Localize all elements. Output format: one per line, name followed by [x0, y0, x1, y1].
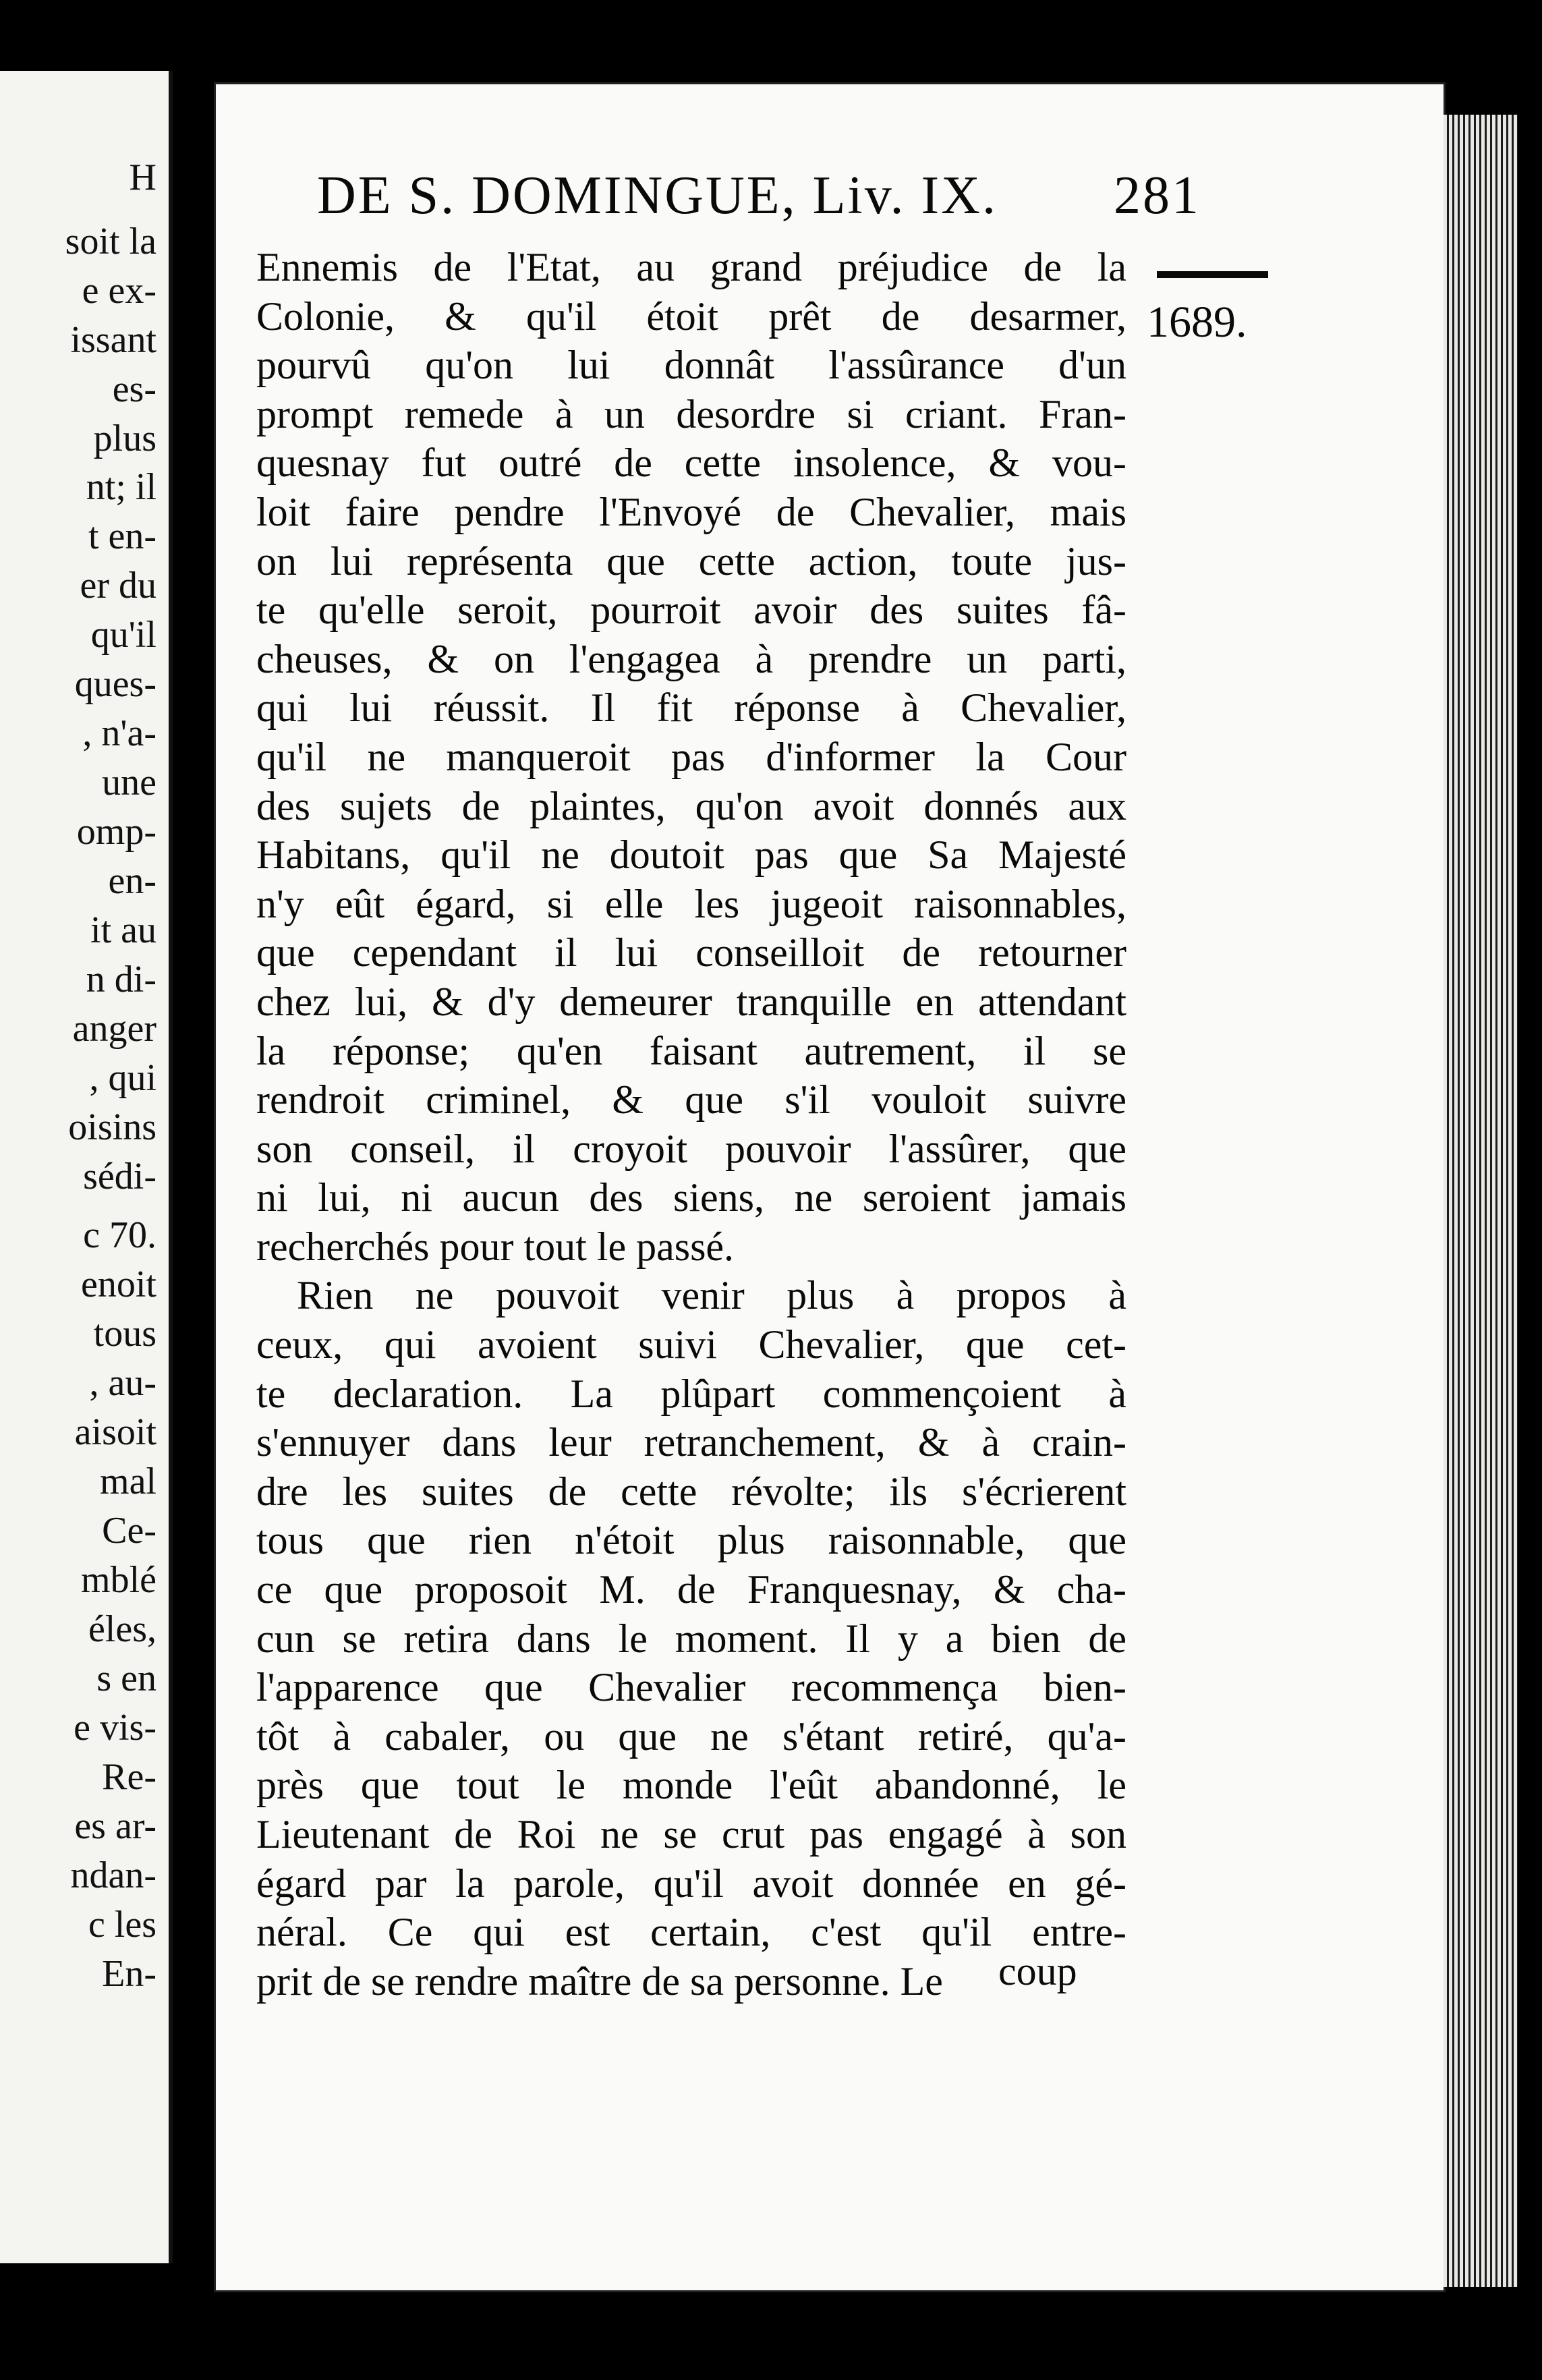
- text-line: prompt remede à un desordre si criant. Fran-: [256, 391, 1126, 436]
- facing-page-fragment: issant: [70, 319, 156, 361]
- text-line: près que tout le monde l'eût abandonné, le: [256, 1763, 1126, 1808]
- facing-page-fragment: it au: [90, 909, 156, 951]
- text-line: recherchés pour tout le passé.: [256, 1224, 735, 1269]
- facing-page-fragment: éles,: [88, 1608, 156, 1650]
- facing-page-fragment: sédi-: [83, 1156, 156, 1197]
- text-line: chez lui, & d'y demeurer tranquille en attendant: [256, 979, 1126, 1024]
- facing-page-fragment: enoit: [81, 1264, 156, 1305]
- facing-page-fragment: s en: [96, 1658, 156, 1699]
- text-line: néral. Ce qui est certain, c'est qu'il entre-: [256, 1910, 1126, 1955]
- text-line: Rien ne pouvoit venir plus à propos à: [297, 1273, 1126, 1318]
- text-line: on lui représenta que cette action, toute jus-: [256, 538, 1126, 584]
- text-line: Colonie, & qu'il étoit prêt de desarmer,: [256, 293, 1126, 339]
- facing-page-fragment: es-: [112, 368, 156, 410]
- facing-page-edge: [0, 71, 173, 2263]
- text-line: n'y eût égard, si elle les jugeoit raisonnables,: [256, 881, 1126, 926]
- facing-page-fragment: mblé: [81, 1559, 156, 1601]
- text-line: loit faire pendre l'Envoyé de Chevalier, mais: [256, 489, 1126, 534]
- facing-page-fragment: e vis-: [74, 1707, 156, 1749]
- text-line: rendroit criminel, & que s'il vouloit suivre: [256, 1077, 1126, 1123]
- facing-page-fragment: ndan-: [70, 1854, 156, 1896]
- text-line: cheuses, & on l'engagea à prendre un parti,: [256, 636, 1126, 681]
- text-line: prit de se rendre maître de sa personne. Le: [256, 1958, 943, 2004]
- text-line: Lieutenant de Roi ne se crut pas engagé à son: [256, 1812, 1126, 1857]
- facing-page-fragment: , au-: [89, 1362, 156, 1404]
- catchword: coup: [998, 1949, 1077, 1993]
- book-fore-edge: [1444, 115, 1518, 2287]
- margin-year: 1689.: [1147, 298, 1247, 347]
- text-line: son conseil, il croyoit pouvoir l'assûrer, que: [256, 1126, 1126, 1171]
- facing-page-fragment: , n'a-: [82, 712, 156, 754]
- facing-page-fragment: mal: [100, 1461, 156, 1502]
- text-line: pourvû qu'on lui donnât l'assûrance d'un: [256, 343, 1126, 388]
- text-line: quesnay fut outré de cette insolence, & vou-: [256, 441, 1126, 486]
- body-text: [256, 243, 1126, 2006]
- text-line: s'ennuyer dans leur retranchement, & à crain-: [256, 1420, 1126, 1465]
- running-head-title: DE S. DOMINGUE, Liv. IX.: [317, 166, 998, 225]
- facing-page-fragment: omp-: [76, 811, 156, 853]
- text-line: te qu'elle seroit, pourroit avoir des suites fâ-: [256, 588, 1126, 633]
- text-line: qu'il ne manqueroit pas d'informer la Cour: [256, 734, 1126, 779]
- facing-page-fragment: H: [129, 157, 156, 198]
- margin-rule: [1157, 271, 1268, 278]
- facing-page-fragment: oisins: [68, 1106, 156, 1148]
- text-line: tôt à cabaler, ou que ne s'étant retiré, qu'a-: [256, 1713, 1126, 1759]
- text-line: qui lui réussit. Il fit réponse à Chevalier,: [256, 685, 1126, 731]
- text-line: ni lui, ni aucun des siens, ne seroient jamais: [256, 1175, 1126, 1220]
- facing-page-fragment: qu'il: [90, 614, 156, 656]
- text-line: Habitans, qu'il ne doutoit pas que Sa Majesté: [256, 832, 1126, 878]
- page-number: 281: [1114, 166, 1201, 225]
- text-line: la réponse; qu'en faisant autrement, il se: [256, 1028, 1126, 1073]
- facing-page-fragment: nt; il: [86, 466, 156, 508]
- facing-page-fragment: En-: [102, 1953, 156, 1995]
- text-line: cun se retira dans le moment. Il y a bien de: [256, 1616, 1126, 1661]
- facing-page-fragment: Re-: [102, 1756, 156, 1798]
- facing-page-fragment: c 70.: [83, 1214, 156, 1256]
- text-line: Ennemis de l'Etat, au grand préjudice de la: [256, 245, 1126, 289]
- facing-page-fragment: ques-: [74, 663, 156, 705]
- facing-page-fragment: en-: [108, 860, 156, 902]
- facing-page-fragment: Ce-: [102, 1510, 156, 1552]
- facing-page-fragment: er du: [80, 565, 156, 606]
- facing-page-fragment: c les: [88, 1904, 156, 1946]
- text-line: que cependant il lui conseilloit de retourner: [256, 930, 1126, 975]
- facing-page-fragment: n di-: [86, 959, 156, 1000]
- text-line: égard par la parole, qu'il avoit donnée en gé-: [256, 1861, 1126, 1906]
- running-head: [317, 165, 1201, 233]
- facing-page-fragment: soit la: [65, 221, 156, 262]
- facing-page-fragment: plus: [93, 418, 156, 459]
- facing-page-fragment: aisoit: [74, 1411, 156, 1453]
- facing-page-fragment: , qui: [89, 1057, 156, 1099]
- text-line: l'apparence que Chevalier recommença bien-: [256, 1665, 1126, 1710]
- facing-page-fragment: une: [102, 762, 156, 803]
- text-line: tous que rien n'étoit plus raisonnable, que: [256, 1518, 1126, 1563]
- text-line: des sujets de plaintes, qu'on avoit donnés aux: [256, 783, 1126, 828]
- facing-page-fragment: anger: [72, 1008, 156, 1050]
- facing-page-fragment: e ex-: [82, 270, 156, 312]
- facing-page-fragment: es ar-: [74, 1805, 156, 1847]
- facing-page-fragment: t en-: [88, 515, 156, 557]
- text-line: ce que proposoit M. de Franquesnay, & cha-: [256, 1567, 1126, 1612]
- text-line: te declaration. La plûpart commençoient à: [256, 1371, 1126, 1416]
- text-line: ceux, qui avoient suivi Chevalier, que cet-: [256, 1322, 1126, 1367]
- facing-page-fragment: tous: [93, 1313, 156, 1355]
- text-line: dre les suites de cette révolte; ils s'écrierent: [256, 1469, 1126, 1514]
